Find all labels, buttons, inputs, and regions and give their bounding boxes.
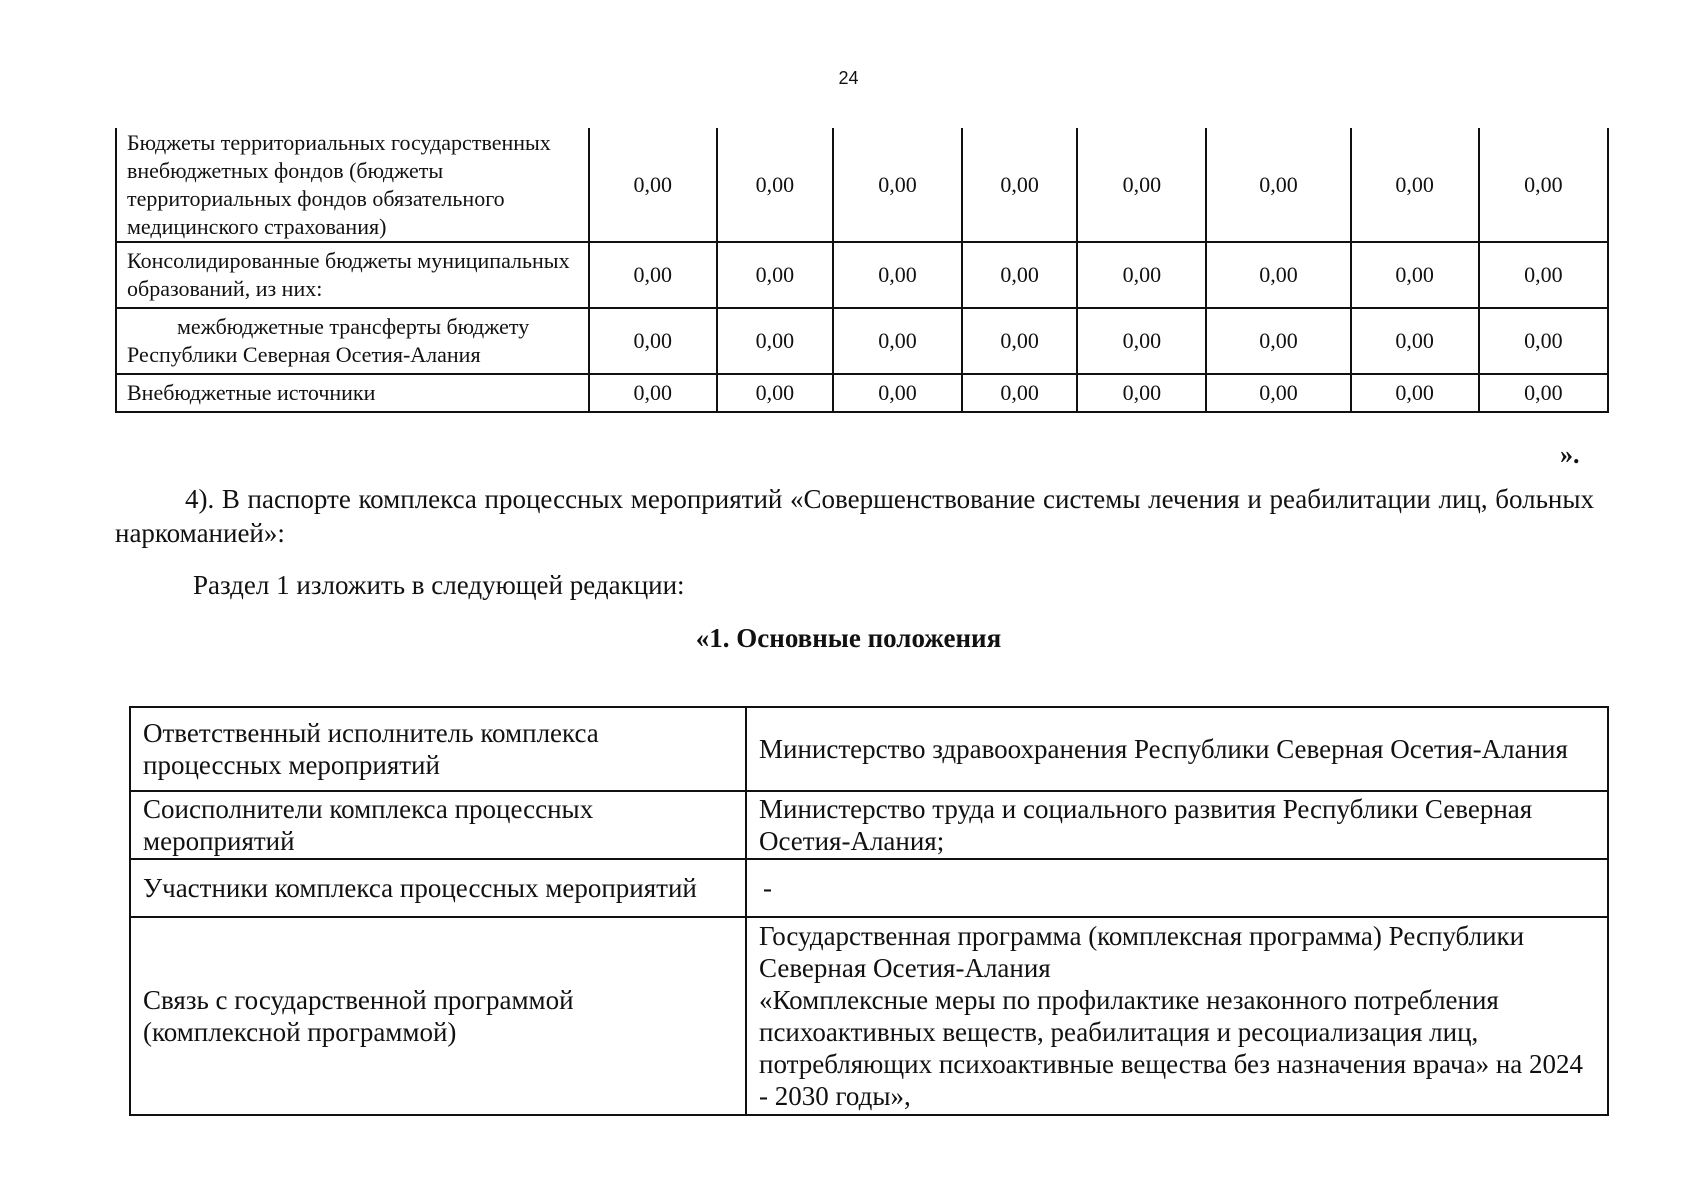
value-cell: 0,00 (962, 374, 1077, 412)
value-cell: 0,00 (589, 242, 717, 308)
value-cell: 0,00 (1351, 128, 1479, 242)
value-cell: 0,00 (962, 308, 1077, 374)
row-label: Внебюджетные источники (116, 374, 589, 412)
section-heading: «1. Основные положения (695, 623, 1002, 653)
value-cell: 0,00 (1351, 242, 1479, 308)
table-row (130, 917, 1608, 1115)
row-value: Министерство труда и социального развития Республики Северная Осетия-Алания; (746, 791, 1608, 859)
value-cell: 0,00 (1351, 308, 1479, 374)
table-row (130, 707, 1608, 791)
value-cell: 0,00 (1206, 128, 1350, 242)
row-label: Участники комплекса процессных мероприятий (130, 859, 746, 917)
table-row (116, 374, 1608, 412)
row-label: межбюджетные трансферты бюджету Республики Северная Осетия-Алания (116, 308, 589, 374)
closing-quote: ». (1560, 440, 1580, 469)
passport-table (129, 706, 1609, 1116)
page-number: 24 (838, 68, 859, 88)
row-label: Соисполнители комплекса процессных мероприятий (130, 791, 746, 859)
value-cell: 0,00 (1479, 128, 1608, 242)
table-row (130, 791, 1608, 859)
instruction-paragraph: Раздел 1 изложить в следующей редакции: (193, 570, 685, 600)
value-cell: 0,00 (1077, 308, 1206, 374)
value-cell: 0,00 (589, 128, 717, 242)
table-row (116, 128, 1608, 242)
table-row (116, 308, 1608, 374)
row-label: Бюджеты территориальных государственных внебюджетных фондов (бюджеты территориальных фондов обязательного медицинского страхования) (116, 128, 589, 242)
value-cell: 0,00 (1206, 308, 1350, 374)
value-cell: 0,00 (717, 128, 833, 242)
row-value (746, 917, 1608, 1115)
value-cell: 0,00 (1351, 374, 1479, 412)
value-cell: 0,00 (833, 128, 962, 242)
value-cell: 0,00 (1479, 242, 1608, 308)
value-cell: 0,00 (962, 128, 1077, 242)
value-cell: 0,00 (833, 308, 962, 374)
row-label: Консолидированные бюджеты муниципальных образований, из них: (116, 242, 589, 308)
amendment-paragraph: 4). В паспорте комплекса процессных мероприятий «Совершенствование системы лечения и реабилитации лиц, больных наркоманией»: (115, 484, 1594, 548)
program-title-line: «Комплексные меры по профилактике незаконного потребления психоактивных веществ, реабилитация и ресоциализация лиц, потребляющих психоактивные вещества без назначения врача» на 2024 - 2030 годы», (759, 985, 1584, 1111)
program-name-line: Государственная программа (комплексная программа) Республики Северная Осетия-Алания (759, 921, 1525, 983)
table-row (130, 859, 1608, 917)
financing-table (115, 128, 1609, 413)
value-cell: 0,00 (1206, 374, 1350, 412)
value-cell: 0,00 (1077, 128, 1206, 242)
row-label: Ответственный исполнитель комплекса процессных мероприятий (130, 707, 746, 791)
value-cell: 0,00 (1479, 308, 1608, 374)
row-value: - (746, 859, 1608, 917)
value-cell: 0,00 (962, 242, 1077, 308)
value-cell: 0,00 (717, 242, 833, 308)
value-cell: 0,00 (717, 374, 833, 412)
row-label: Связь с государственной программой (комплексной программой) (130, 917, 746, 1115)
value-cell: 0,00 (1077, 374, 1206, 412)
value-cell: 0,00 (1077, 242, 1206, 308)
value-cell: 0,00 (1479, 374, 1608, 412)
value-cell: 0,00 (717, 308, 833, 374)
value-cell: 0,00 (833, 242, 962, 308)
value-cell: 0,00 (833, 374, 962, 412)
table-row (116, 242, 1608, 308)
row-value: Министерство здравоохранения Республики Северная Осетия-Алания (746, 707, 1608, 791)
value-cell: 0,00 (1206, 242, 1350, 308)
value-cell: 0,00 (589, 374, 717, 412)
value-cell: 0,00 (589, 308, 717, 374)
